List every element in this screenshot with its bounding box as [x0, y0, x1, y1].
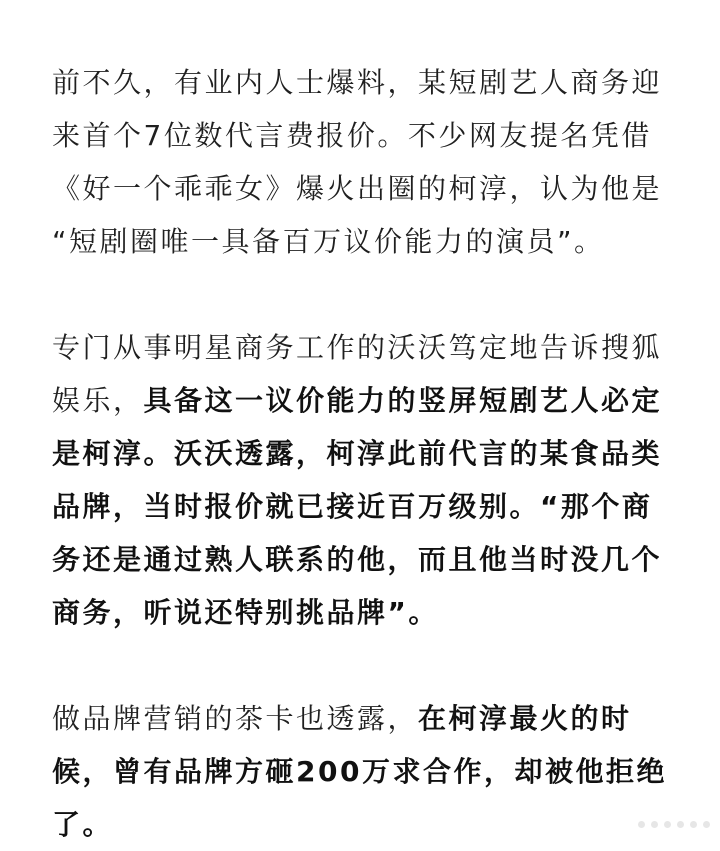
paragraph-line: [52, 374, 692, 427]
bold-text-segment: 了。: [52, 808, 114, 841]
watermark-dot: [690, 821, 697, 828]
text-segment: 娱乐，: [52, 384, 144, 417]
paragraph-line: [52, 109, 692, 162]
watermark-dot: [638, 821, 645, 828]
watermark-dot: [677, 821, 684, 828]
watermark-dots: [638, 821, 710, 828]
bold-text-segment: 品牌，当时报价就已接近百万级别。“那个商: [52, 490, 653, 523]
bold-text-segment: 务还是通过熟人联系的他，而且他当时没几个: [52, 543, 663, 576]
article-paragraph: [52, 56, 692, 268]
text-segment: 做品牌营销的茶卡也透露，: [52, 702, 419, 735]
paragraph-line: [52, 162, 692, 215]
bold-text-segment: 候，曾有品牌方砸200万求合作，却被他拒绝: [52, 755, 667, 788]
article-body: [52, 56, 692, 851]
paragraph-line: [52, 745, 692, 798]
paragraph-line: [52, 692, 692, 745]
paragraph-line: [52, 56, 692, 109]
text-segment: “短剧圈唯一具备百万议价能力的演员”。: [52, 225, 605, 258]
text-segment: 《好一个乖乖女》爆火出圈的柯淳，认为他是: [52, 172, 663, 205]
paragraph-line: [52, 798, 692, 851]
article-paragraph: [52, 692, 692, 851]
watermark-dot: [664, 821, 671, 828]
paragraph-line: [52, 533, 692, 586]
bold-text-segment: 商务，听说还特别挑品牌”。: [52, 596, 439, 629]
bold-text-segment: 是柯淳。沃沃透露，柯淳此前代言的某食品类: [52, 437, 663, 470]
text-segment: 来首个7位数代言费报价。不少网友提名凭借: [52, 119, 652, 152]
paragraph-line: [52, 480, 692, 533]
bold-text-segment: 在柯淳最火的时: [418, 702, 632, 735]
text-segment: 专门从事明星商务工作的沃沃笃定地告诉搜狐: [52, 331, 663, 364]
bold-text-segment: 具备这一议价能力的竖屏短剧艺人必定: [143, 384, 663, 417]
watermark-dot: [703, 821, 710, 828]
paragraph-line: [52, 427, 692, 480]
watermark-dot: [651, 821, 658, 828]
paragraph-line: [52, 321, 692, 374]
paragraph-line: [52, 586, 692, 639]
paragraph-line: [52, 215, 692, 268]
text-segment: 前不久，有业内人士爆料，某短剧艺人商务迎: [52, 66, 663, 99]
article-paragraph: [52, 321, 692, 639]
